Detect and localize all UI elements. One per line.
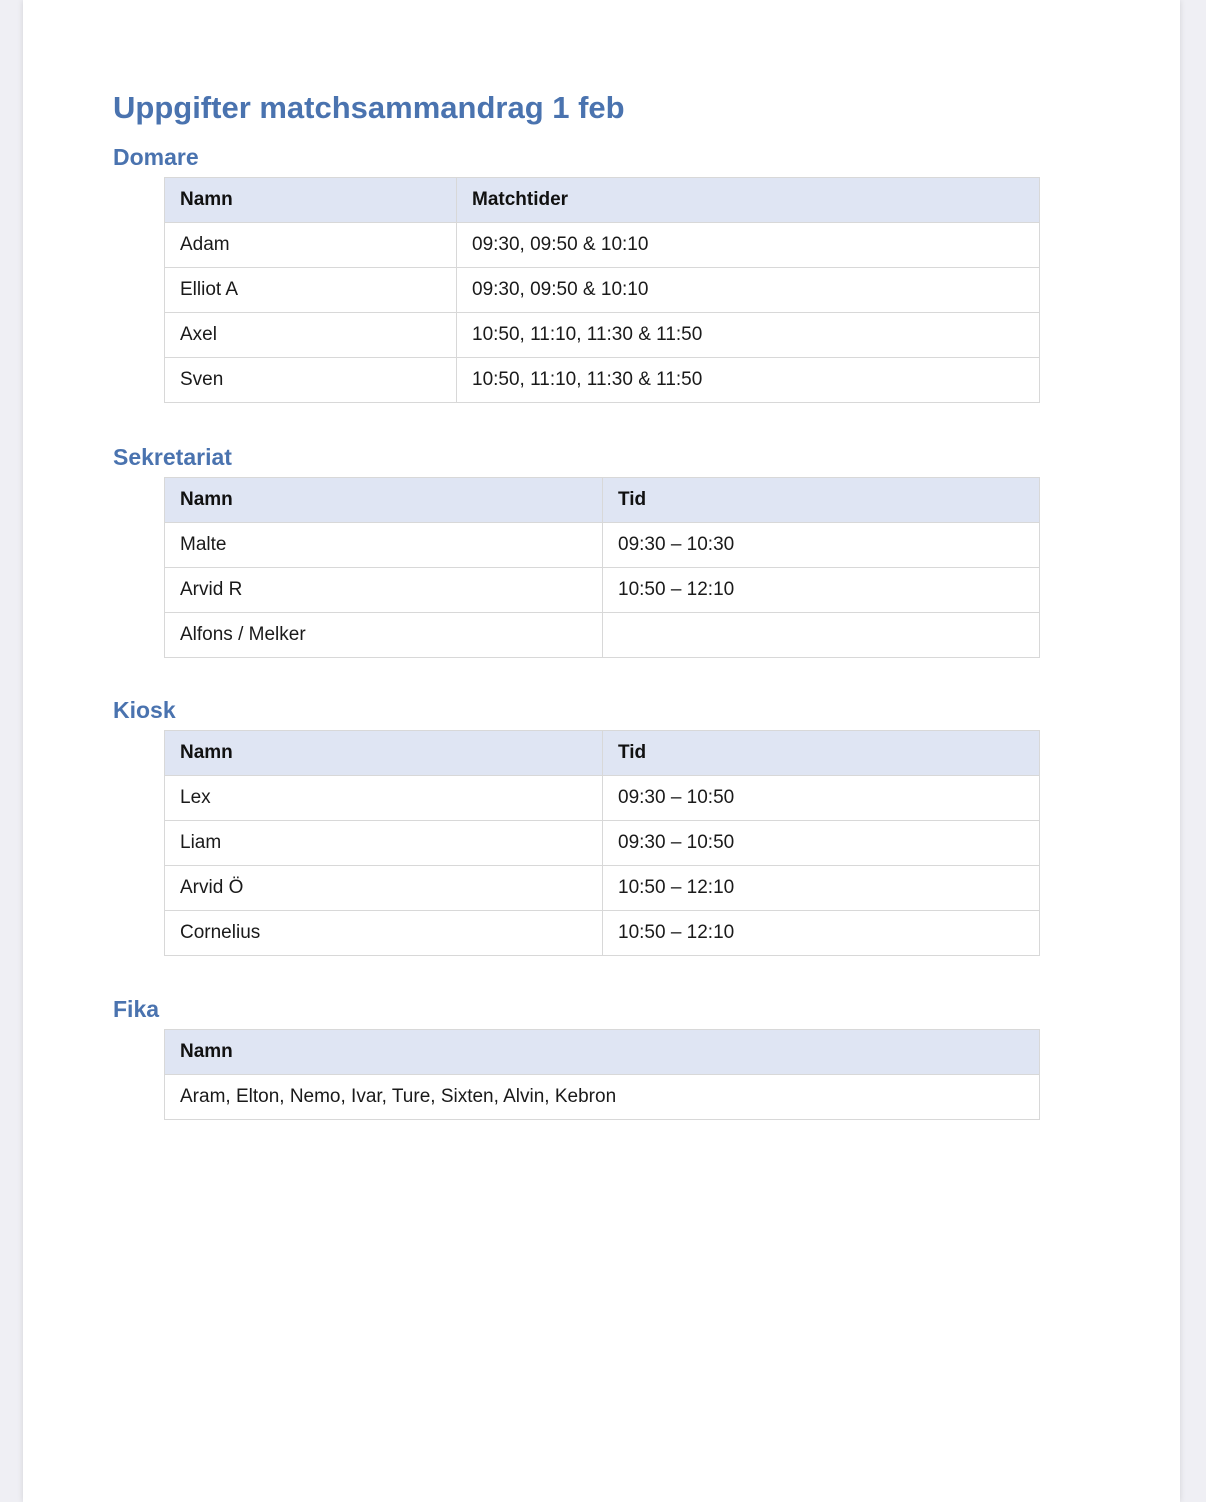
section-heading-domare: Domare [113, 144, 199, 170]
table-cell-times: 10:50, 11:10, 11:30 & 11:50 [457, 358, 1040, 403]
column-header: Tid [603, 478, 1040, 523]
table-cell-name: Cornelius [165, 911, 603, 956]
document-title: Uppgifter matchsammandrag 1 feb [113, 90, 625, 125]
table-row [165, 613, 1040, 658]
document-page [23, 0, 1180, 1502]
table-cell-times: 10:50, 11:10, 11:30 & 11:50 [457, 313, 1040, 358]
table-row [165, 268, 1040, 313]
table-header-row [165, 1030, 1040, 1075]
table-cell-name: Alfons / Melker [165, 613, 603, 658]
column-header: Matchtider [457, 178, 1040, 223]
table-cell-time [603, 613, 1040, 658]
table-header-row [165, 731, 1040, 776]
table-row [165, 223, 1040, 268]
table-row [165, 313, 1040, 358]
column-header: Tid [603, 731, 1040, 776]
table-cell-name: Sven [165, 358, 457, 403]
section-heading-kiosk: Kiosk [113, 697, 176, 723]
table-cell-name: Arvid Ö [165, 866, 603, 911]
table-row [165, 523, 1040, 568]
column-header: Namn [165, 1030, 1040, 1075]
table-row [165, 821, 1040, 866]
table-header-row [165, 478, 1040, 523]
table-cell-name: Lex [165, 776, 603, 821]
fika-table [164, 1029, 1040, 1120]
domare-table [164, 177, 1040, 403]
table-cell-times: 09:30, 09:50 & 10:10 [457, 268, 1040, 313]
table-row [165, 866, 1040, 911]
table-cell-name: Axel [165, 313, 457, 358]
table-row [165, 568, 1040, 613]
table-cell-name: Malte [165, 523, 603, 568]
table-cell-name: Arvid R [165, 568, 603, 613]
table-cell-time: 09:30 – 10:30 [603, 523, 1040, 568]
table-cell-name: Adam [165, 223, 457, 268]
table-row [165, 776, 1040, 821]
table-row [165, 358, 1040, 403]
table-cell-name: Liam [165, 821, 603, 866]
table-cell-times: 09:30, 09:50 & 10:10 [457, 223, 1040, 268]
sekretariat-table [164, 477, 1040, 658]
table-row [165, 911, 1040, 956]
table-cell-names: Aram, Elton, Nemo, Ivar, Ture, Sixten, Alvin, Kebron [165, 1075, 1040, 1120]
table-header-row [165, 178, 1040, 223]
table-cell-time: 09:30 – 10:50 [603, 821, 1040, 866]
table-cell-name: Elliot A [165, 268, 457, 313]
table-cell-time: 09:30 – 10:50 [603, 776, 1040, 821]
table-row [165, 1075, 1040, 1120]
section-heading-sekretariat: Sekretariat [113, 444, 232, 470]
column-header: Namn [165, 478, 603, 523]
table-cell-time: 10:50 – 12:10 [603, 568, 1040, 613]
table-cell-time: 10:50 – 12:10 [603, 911, 1040, 956]
column-header: Namn [165, 178, 457, 223]
kiosk-table [164, 730, 1040, 956]
section-heading-fika: Fika [113, 996, 160, 1022]
table-cell-time: 10:50 – 12:10 [603, 866, 1040, 911]
column-header: Namn [165, 731, 603, 776]
